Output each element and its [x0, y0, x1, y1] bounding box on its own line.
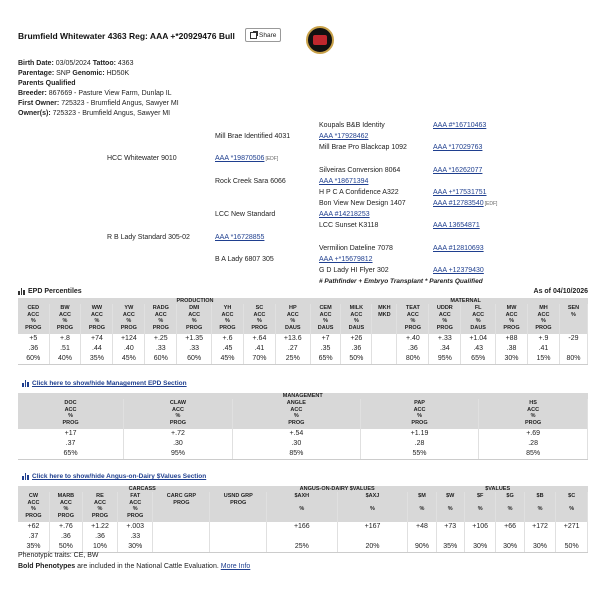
- epd-header-9: CEM ACC % DAUS: [310, 304, 341, 334]
- pedigree-ssd-reg[interactable]: AAA *17029763: [433, 144, 483, 151]
- svalues-value-row: [18, 522, 588, 532]
- pedigree-sire-name: HCC Whitewater 9010: [107, 155, 177, 162]
- epd-header-17: SEN %: [559, 304, 587, 334]
- sv-value-7: +167: [337, 522, 408, 532]
- group-maternal: MATERNAL: [372, 298, 560, 304]
- epd-value-15: +88: [496, 334, 528, 344]
- epd-acc-3: .40: [113, 344, 145, 354]
- epd-value-6: +.6: [212, 334, 244, 344]
- pedigree-dds-reg[interactable]: AAA #12810693: [433, 245, 484, 252]
- sv-pct-10: 30%: [464, 542, 496, 553]
- pedigree-sire-reg[interactable]: AAA *19870506: [215, 155, 265, 162]
- epd-pct-13: 95%: [429, 354, 461, 365]
- epd-acc-10: .36: [341, 344, 372, 354]
- sv-acc-0: .37: [18, 532, 49, 542]
- sv-header-12: $B %: [524, 492, 556, 522]
- sv-value-2: +1.22: [82, 522, 117, 532]
- epd-acc-4: .33: [145, 344, 177, 354]
- management-acc-row: [18, 439, 588, 449]
- sv-value-11: +66: [496, 522, 524, 532]
- sv-value-5: [210, 522, 267, 532]
- epd-acc-1: .51: [49, 344, 81, 354]
- pedigree-sire-dam-name: Rock Creek Sara 6066: [215, 178, 286, 185]
- epd-header-11: MKH MKD: [372, 304, 397, 334]
- pedigree-sire-reg-wrap: AAA *19870506[EDF]: [215, 155, 279, 162]
- sv-acc-7: [337, 532, 408, 542]
- epd-value-5: +1.35: [177, 334, 212, 344]
- epd-pct-17: 80%: [559, 354, 587, 365]
- epd-pct-12: 80%: [397, 354, 429, 365]
- sv-acc-12: [524, 532, 556, 542]
- sv-acc-1: .36: [49, 532, 82, 542]
- mgmt-pct-4: 85%: [479, 449, 588, 460]
- pedigree-ddd-name: G D Lady HI Flyer 302: [319, 267, 389, 274]
- first-owner-row: First Owner: 725323 - Brumfield Angus, Sawyer MI: [18, 100, 179, 107]
- mgmt-pct-3: 55%: [360, 449, 478, 460]
- epd-acc-17: [559, 344, 587, 354]
- epd-header-8: HP ACC % DAUS: [275, 304, 310, 334]
- pedigree-dam-sire-name: LCC New Standard: [215, 211, 276, 218]
- epd-value-1: +.8: [49, 334, 81, 344]
- epd-acc-row: [18, 344, 588, 354]
- sv-pct-1: 50%: [49, 542, 82, 553]
- epd-pct-11: [372, 354, 397, 365]
- epd-acc-13: .34: [429, 344, 461, 354]
- epd-header-0: CED ACC % PROG: [18, 304, 49, 334]
- epd-value-14: +1.04: [461, 334, 496, 344]
- mgmt-value-4: +.69: [479, 429, 588, 439]
- sv-value-0: +62: [18, 522, 49, 532]
- pedigree-dds-name: Vermilion Dateline 7078: [319, 245, 393, 252]
- mgmt-value-1: +.72: [124, 429, 233, 439]
- pedigree-sire-sire-name: Mill Brae Identified 4031: [215, 133, 291, 140]
- sv-pct-3: 30%: [118, 542, 153, 553]
- sv-header-6: $AXH %: [267, 492, 338, 522]
- mgmt-header-0: DOC ACC % PROG: [18, 399, 124, 429]
- epd-value-0: +5: [18, 334, 49, 344]
- epd-value-10: +26: [341, 334, 372, 344]
- epd-pct-16: 15%: [528, 354, 560, 365]
- epd-pct-5: 60%: [177, 354, 212, 365]
- epd-pct-2: 35%: [81, 354, 113, 365]
- pedigree-dss-name: LCC Sunset K3118: [319, 222, 379, 229]
- epd-header-7: SC ACC % PROG: [243, 304, 275, 334]
- svalues-toggle[interactable]: Click here to show/hide Angus-on-Dairy $Values Section: [22, 473, 206, 480]
- epd-pct-9: 65%: [310, 354, 341, 365]
- epd-acc-7: .41: [243, 344, 275, 354]
- share-button[interactable]: [245, 28, 281, 42]
- pedigree-sdd-s-name: H P C A Confidence A322: [319, 189, 399, 196]
- epd-pct-7: 70%: [243, 354, 275, 365]
- group-production: PRODUCTION: [49, 298, 341, 304]
- epd-pct-3: 45%: [113, 354, 145, 365]
- pedigree-footnote: # Pathfinder + Embryo Transplant * Parents Qualified: [319, 278, 483, 285]
- owners-row: Owner(s): 725323 - Brumfield Angus, Sawyer MI: [18, 110, 171, 117]
- sv-header-4: CARC GRP PROG: [153, 492, 210, 522]
- parentage-row: Parentage: SNP Genomic: HD50K: [18, 70, 130, 77]
- pedigree-ssd-name: Mill Brae Pro Blackcap 1092: [319, 144, 407, 151]
- epd-pct-row: [18, 354, 588, 365]
- epd-value-2: +74: [81, 334, 113, 344]
- svalues-header-row: [18, 492, 588, 522]
- epd-acc-2: .44: [81, 344, 113, 354]
- mgmt-acc-0: .37: [18, 439, 124, 449]
- epd-acc-15: .38: [496, 344, 528, 354]
- sv-pct-7: 20%: [337, 542, 408, 553]
- sv-header-7: $AXJ %: [337, 492, 408, 522]
- management-toggle[interactable]: Click here to show/hide Management EPD Section: [22, 380, 187, 387]
- epd-header-5: DMI ACC % PROG: [177, 304, 212, 334]
- sv-acc-9: [436, 532, 464, 542]
- sv-header-5: USND GRP PROG: [210, 492, 267, 522]
- epd-header-12: TEAT ACC % PROG: [397, 304, 429, 334]
- management-value-row: [18, 429, 588, 439]
- pedigree-sdd-reg-wrap: AAA #12783540[EDF]: [433, 200, 498, 207]
- epd-acc-6: .45: [212, 344, 244, 354]
- epd-as-of: As of 04/10/2026: [533, 288, 588, 295]
- pedigree-sss-name: Koupals B&B Identity: [319, 122, 385, 129]
- epd-header-15: MW ACC % PROG: [496, 304, 528, 334]
- epd-header-2: WW ACC % PROG: [81, 304, 113, 334]
- epd-acc-0: .36: [18, 344, 49, 354]
- association-logo: [306, 26, 334, 54]
- sv-header-13: $C %: [556, 492, 588, 522]
- sv-header-8: $M %: [408, 492, 436, 522]
- sv-acc-4: [153, 532, 210, 542]
- mgmt-header-1: CLAW ACC % PROG: [124, 399, 233, 429]
- svalues-pct-row: [18, 542, 588, 553]
- phenotypic-traits: Phenotypic traits: CE, BW: [18, 552, 99, 559]
- management-header-row: [18, 399, 588, 429]
- pedigree-sss-reg[interactable]: AAA #*16710463: [433, 122, 487, 129]
- pedigree-sds-reg[interactable]: AAA *16262077: [433, 167, 483, 174]
- sv-value-8: +48: [408, 522, 436, 532]
- epd-value-9: +7: [310, 334, 341, 344]
- pedigree-ddd-reg[interactable]: AAA +12379430: [433, 267, 484, 274]
- epd-acc-16: .41: [528, 344, 560, 354]
- pedigree-sdd-reg[interactable]: AAA #12783540: [433, 200, 484, 207]
- group-carcass: CARCASS: [18, 486, 267, 492]
- mgmt-acc-1: .30: [124, 439, 233, 449]
- sv-pct-9: 35%: [436, 542, 464, 553]
- mgmt-pct-1: 95%: [124, 449, 233, 460]
- management-table: [18, 393, 588, 460]
- sv-header-2: RE ACC % PROG: [82, 492, 117, 522]
- pedigree-sds-name: Silveiras Conversion 8064: [319, 167, 401, 174]
- sv-value-10: +106: [464, 522, 496, 532]
- sv-pct-4: [153, 542, 210, 553]
- mgmt-acc-4: .28: [479, 439, 588, 449]
- sv-header-9: $W %: [436, 492, 464, 522]
- sv-acc-5: [210, 532, 267, 542]
- pedigree-sdd-name: Bon View New Design 1407: [319, 200, 406, 207]
- sv-acc-13: [556, 532, 588, 542]
- breeder-row: Breeder: 867669 - Pasture View Farm, Dunlap IL: [18, 90, 172, 97]
- svalues-acc-row: [18, 532, 588, 542]
- bold-phenotypes-note: Bold Phenotypes are included in the National Cattle Evaluation. More Info: [18, 563, 251, 570]
- epd-value-row: [18, 334, 588, 344]
- sv-header-3: FAT ACC % PROG: [118, 492, 153, 522]
- mgmt-header-4: HS ACC % PROG: [479, 399, 588, 429]
- pedigree-dam-name: R B Lady Standard 305-02: [107, 234, 190, 241]
- sv-pct-8: 90%: [408, 542, 436, 553]
- management-pct-row: [18, 449, 588, 460]
- epd-value-17: -29: [559, 334, 587, 344]
- epd-header-10: MILK ACC % DAUS: [341, 304, 372, 334]
- sv-value-3: +.003: [118, 522, 153, 532]
- epd-acc-14: .43: [461, 344, 496, 354]
- mgmt-value-3: +1.19: [360, 429, 478, 439]
- sv-acc-3: .33: [118, 532, 153, 542]
- pedigree-dam-reg[interactable]: AAA *16728855: [215, 234, 265, 241]
- epd-pct-6: 45%: [212, 354, 244, 365]
- sv-acc-10: [464, 532, 496, 542]
- sv-pct-6: 25%: [267, 542, 338, 553]
- pedigree-sire-sire-reg[interactable]: AAA *17928462: [319, 133, 369, 140]
- epd-acc-11: [372, 344, 397, 354]
- sv-acc-8: [408, 532, 436, 542]
- epd-value-11: [372, 334, 397, 344]
- epd-pct-10: 50%: [341, 354, 372, 365]
- epd-value-8: +13.6: [275, 334, 310, 344]
- mgmt-value-0: +17: [18, 429, 124, 439]
- mgmt-value-2: +.54: [232, 429, 360, 439]
- pedigree-dam-dam-reg[interactable]: AAA +*15679812: [319, 256, 373, 263]
- pedigree-dam-dam-name: B A Lady 6807 305: [215, 256, 274, 263]
- epd-value-4: +.25: [145, 334, 177, 344]
- epd-value-13: +.33: [429, 334, 461, 344]
- sv-acc-11: [496, 532, 524, 542]
- sv-header-1: MARB ACC % PROG: [49, 492, 82, 522]
- pedigree-sire-dam-reg[interactable]: AAA *18671394: [319, 178, 369, 185]
- epd-pct-15: 30%: [496, 354, 528, 365]
- parents-qualified: Parents Qualified: [18, 80, 76, 87]
- sv-value-12: +172: [524, 522, 556, 532]
- sv-value-1: +.76: [49, 522, 82, 532]
- sv-pct-13: 50%: [556, 542, 588, 553]
- birth-row: Birth Date: 03/05/2024 Tattoo: 4363: [18, 60, 134, 67]
- bar-chart-icon: [22, 473, 29, 480]
- sv-pct-11: 30%: [496, 542, 524, 553]
- epd-section-label: EPD Percentiles: [28, 288, 82, 295]
- sv-value-6: +166: [267, 522, 338, 532]
- pedigree-dam-sire-reg[interactable]: AAA #14218253: [319, 211, 370, 218]
- sv-pct-5: [210, 542, 267, 553]
- epd-value-12: +.40: [397, 334, 429, 344]
- epd-acc-8: .27: [275, 344, 310, 354]
- epd-table: [18, 298, 588, 365]
- epd-header-4: RADG ACC % PROG: [145, 304, 177, 334]
- mgmt-acc-2: .30: [232, 439, 360, 449]
- bar-chart-icon: [22, 380, 29, 387]
- share-label: Share: [259, 31, 277, 39]
- sv-value-13: +271: [556, 522, 588, 532]
- share-icon: [250, 32, 257, 39]
- epd-pct-8: 25%: [275, 354, 310, 365]
- epd-section-bar: [18, 286, 588, 298]
- mgmt-acc-3: .28: [360, 439, 478, 449]
- sv-pct-2: 10%: [82, 542, 117, 553]
- epd-pct-14: 65%: [461, 354, 496, 365]
- sv-pct-0: 35%: [18, 542, 49, 553]
- epd-value-16: +.9: [528, 334, 560, 344]
- epd-acc-5: .33: [177, 344, 212, 354]
- sv-value-9: +73: [436, 522, 464, 532]
- mgmt-header-3: PAP ACC % PROG: [360, 399, 478, 429]
- group-angus-on-dairy: ANGUS-ON-DAIRY $VALUES: [267, 486, 408, 492]
- sv-value-4: [153, 522, 210, 532]
- epd-pct-1: 40%: [49, 354, 81, 365]
- mgmt-pct-0: 65%: [18, 449, 124, 460]
- group-management: MANAGEMENT: [18, 393, 588, 399]
- sv-pct-12: 30%: [524, 542, 556, 553]
- pedigree-dss-reg[interactable]: AAA 13654871: [433, 222, 480, 229]
- epd-acc-12: .36: [397, 344, 429, 354]
- sv-header-11: $G %: [496, 492, 524, 522]
- epd-header-14: FL ACC % DAUS: [461, 304, 496, 334]
- epd-header-3: YW ACC % PROG: [113, 304, 145, 334]
- epd-header-13: UDDR ACC % PROG: [429, 304, 461, 334]
- epd-header-6: YH ACC % PROG: [212, 304, 244, 334]
- group-svalues: $VALUES: [408, 486, 588, 492]
- epd-header-1: BW ACC % PROG: [49, 304, 81, 334]
- animal-title: Brumfield Whitewater 4363 Reg: AAA +*20929476 Bull: [18, 31, 235, 41]
- sv-acc-6: [267, 532, 338, 542]
- animal-header: [18, 22, 588, 54]
- bar-chart-icon: [18, 288, 25, 295]
- sv-acc-2: .36: [82, 532, 117, 542]
- epd-value-3: +124: [113, 334, 145, 344]
- mgmt-pct-2: 85%: [232, 449, 360, 460]
- mgmt-header-2: ANGLE ACC % PROG: [232, 399, 360, 429]
- pedigree-sdd-s-reg[interactable]: AAA +*17531751: [433, 189, 487, 196]
- animal-info: [18, 59, 318, 119]
- svalues-table: [18, 486, 588, 553]
- epd-header-row: [18, 304, 588, 334]
- epd-pct-4: 60%: [145, 354, 177, 365]
- sv-header-0: CW ACC % PROG: [18, 492, 49, 522]
- epd-value-7: +.64: [243, 334, 275, 344]
- epd-pct-0: 60%: [18, 354, 49, 365]
- sv-header-10: $F %: [464, 492, 496, 522]
- epd-header-16: MH ACC % PROG: [528, 304, 560, 334]
- epd-acc-9: .35: [310, 344, 341, 354]
- more-info-link[interactable]: More Info: [220, 563, 251, 570]
